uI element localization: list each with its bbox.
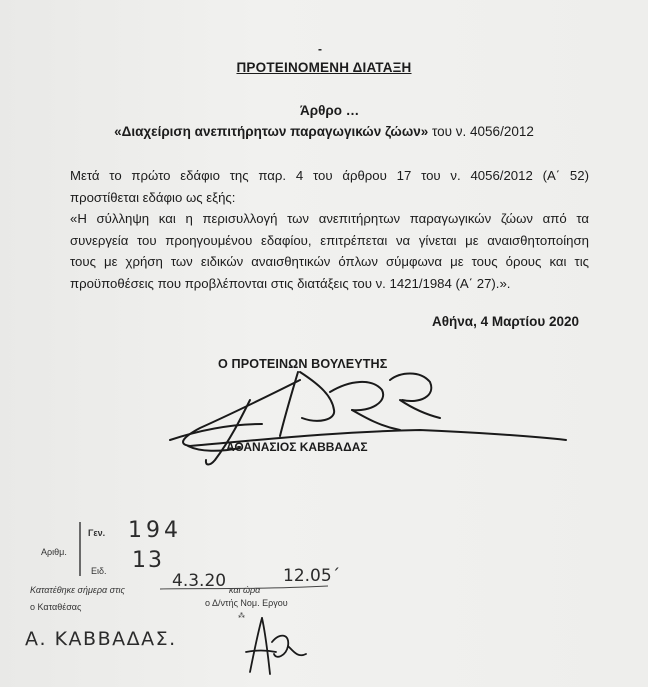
stamp-eid-label: Ειδ. (91, 566, 107, 576)
document-heading: ΠΡΟΤΕΙΝΟΜΕΝΗ ΔΙΑΤΑΞΗ (236, 60, 412, 75)
stamp-filed-label: Κατατέθηκε σήμερα στις (30, 585, 125, 595)
stamp-director-label: ο Δ/ντής Νομ. Εργου (205, 598, 288, 608)
body-line: Μετά το πρώτο εδάφιο της παρ. 4 του άρθρου 17 του ν. 4056/2012 (Α΄ 52) (70, 168, 589, 183)
stamp-gen-value: 194 (128, 518, 182, 543)
stamp-filed-date: 4.3.20 (172, 571, 227, 591)
proposer-title: Ο ΠΡΟΤΕΙΝΩΝ ΒΟΥΛΕΥΤΗΣ (218, 357, 388, 371)
initials-signature-graphic (236, 612, 316, 680)
stamp-filed-time: 12.05΄ (283, 566, 341, 586)
body-line: προστίθεται εδάφιο ως εξής: (70, 189, 236, 205)
stamp-eid-value: 13 (132, 548, 164, 573)
signatory-name: ΑΘΑΝΑΣΙΟΣ ΚΑΒΒΑΔΑΣ (226, 440, 368, 454)
stamp-arithm-label: Αριθμ. (41, 547, 67, 557)
body-line: προϋποθέσεις που προβλέπονται στις διατάξεις του ν. 1421/1984 (Α΄ 27).». (70, 275, 511, 291)
stamp-bracket (74, 520, 86, 580)
body-line: συνεργεία του προηγουμένου εδαφίου, επιτρέπεται να γίνεται με αναισθητοποίηση (70, 232, 589, 248)
top-dash: - (318, 42, 322, 56)
article-title-rest: του ν. 4056/2012 (428, 124, 534, 139)
stamp-mark: ⁂ (238, 613, 245, 620)
stamp-time-label: και ώρα (229, 585, 261, 595)
body-line: τους με χρήση των ειδικών αναισθητικών όπλων σύμφωνα με τους όρους και τις (70, 254, 589, 269)
body-line: «Η σύλληψη και η περισυλλογή των ανεπιτήρητων παραγωγικών ζώων από τα (70, 211, 589, 226)
stamp-filer-label: ο Καταθέσας (30, 602, 82, 612)
stamp-gen-label: Γεν. (88, 528, 106, 538)
article-title-bold: «Διαχείριση ανεπιτήρητων παραγωγικών ζώων» (114, 124, 429, 139)
filer-handwritten-name: Α. ΚΑΒΒΑΔΑΣ. (25, 628, 177, 650)
date-line: Αθήνα, 4 Μαρτίου 2020 (432, 314, 580, 329)
stamp-underline (160, 586, 330, 592)
article-label: Άρθρο … (300, 103, 360, 118)
